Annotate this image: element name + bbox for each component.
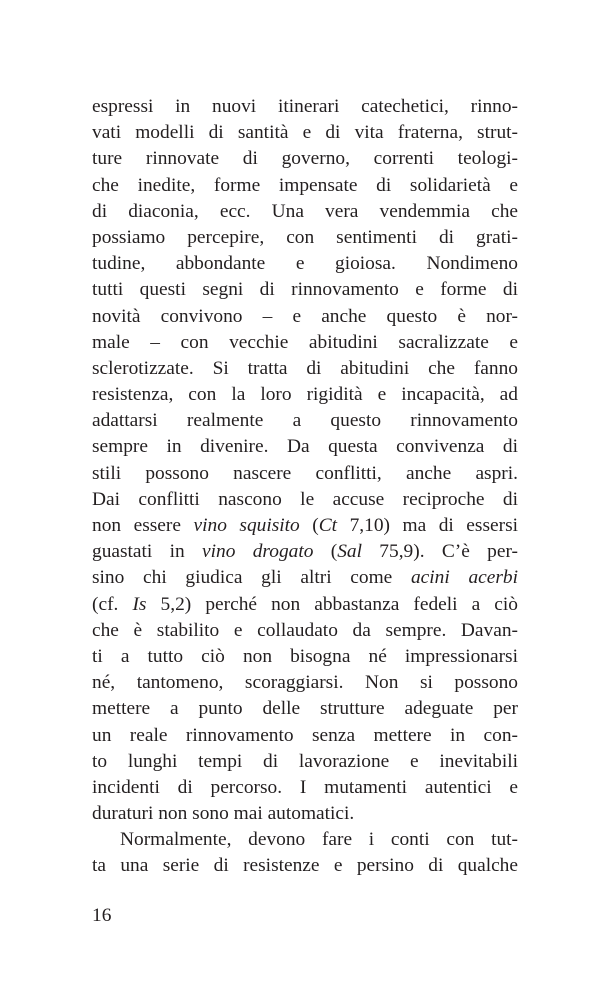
text-segment: sclerotizzate. Si tratta di abitudini che fanno [92,357,518,379]
text-segment: che inedite, forme impensate di solidarietà e [92,174,518,196]
text-segment: espressi in nuovi itinerari catechetici, rinno- [92,96,518,117]
text-segment: duraturi non sono mai automatici. [92,803,355,825]
italic-text: vino drogato [202,541,314,563]
text-line [92,801,518,827]
text-segment: non essere [92,515,194,536]
text-line [92,775,518,801]
text-line [92,696,518,722]
text-line [92,539,518,565]
page-number: 16 [92,905,112,926]
italic-text: Sal [337,541,362,563]
text-segment: di diaconia, ecc. Una vera vendemmia che [92,200,518,222]
text-segment: guastati in [92,541,203,563]
text-segment: mettere a punto delle strutture adeguate per [92,698,518,720]
body-text [92,94,518,880]
text-segment: tudine, abbondante e gioiosa. Nondimeno [92,253,518,275]
text-line [92,461,518,487]
text-segment: 75,9). C’è per- [361,541,518,563]
text-line [92,670,518,696]
text-line [92,487,518,513]
text-segment: ture rinnovate di governo, correnti teologi- [92,148,518,170]
italic-text: Is [132,593,147,615]
text-segment: Normalmente, devono fare i conti con tut- [120,829,518,851]
text-line [92,592,518,618]
text-segment: (cf. [92,593,133,615]
text-line [92,408,518,434]
text-line [92,120,518,146]
text-line [92,513,518,539]
text-segment: novità convivono – e anche questo è nor- [92,305,518,327]
text-line [92,251,518,277]
text-segment: né, tantomeno, scoraggiarsi. Non si possono [92,672,518,694]
text-line [92,382,518,408]
text-segment: ( [299,515,319,536]
text-segment: un reale rinnovamento senza mettere in con- [92,724,518,746]
text-line [92,173,518,199]
text-segment: to lunghi tempi di lavorazione e inevitabili [92,750,518,772]
text-segment: resistenza, con la loro rigidità e incapacità, ad [92,384,518,406]
text-segment: ta una serie di resistenze e persino di qualche [92,855,518,877]
italic-text: acini acerbi [410,567,518,589]
text-line [92,853,518,879]
text-segment: 7,10) ma di essersi [337,515,518,536]
text-segment: adattarsi realmente a questo rinnovamento [92,410,518,432]
text-segment: stili possono nascere conflitti, anche aspri. [92,462,518,484]
text-line [92,304,518,330]
text-segment: Dai conflitti nascono le accuse reciproche di [92,488,518,510]
text-line [92,199,518,225]
italic-text: vino squisito [193,515,300,536]
text-line [92,434,518,460]
italic-text: Ct [318,515,338,536]
text-segment: ( [313,541,338,563]
text-line [92,330,518,356]
text-segment: possiamo percepire, con sentimenti di grati- [92,226,518,248]
text-line [92,94,518,120]
text-line [92,277,518,303]
text-segment: incidenti di percorso. I mutamenti autentici e [92,776,518,798]
text-segment: che è stabilito e collaudato da sempre. Davan- [92,619,518,641]
text-segment: sempre in divenire. Da questa convivenza di [92,436,518,458]
text-segment: ti a tutto ciò non bisogna né impressionarsi [92,645,518,667]
text-line [92,146,518,172]
text-line [92,827,518,853]
text-line [92,618,518,644]
text-segment: 5,2) perché non abbastanza fedeli a ciò [146,593,518,615]
text-line [92,749,518,775]
text-line [92,644,518,670]
text-segment: vati modelli di santità e di vita fraterna, strut- [92,122,518,144]
text-segment: sino chi giudica gli altri come [92,567,411,589]
text-line [92,356,518,382]
text-line [92,565,518,591]
text-segment: tutti questi segni di rinnovamento e forme di [92,279,518,301]
text-line [92,225,518,251]
text-segment: male – con vecchie abitudini sacralizzate e [92,331,518,353]
text-line [92,723,518,749]
